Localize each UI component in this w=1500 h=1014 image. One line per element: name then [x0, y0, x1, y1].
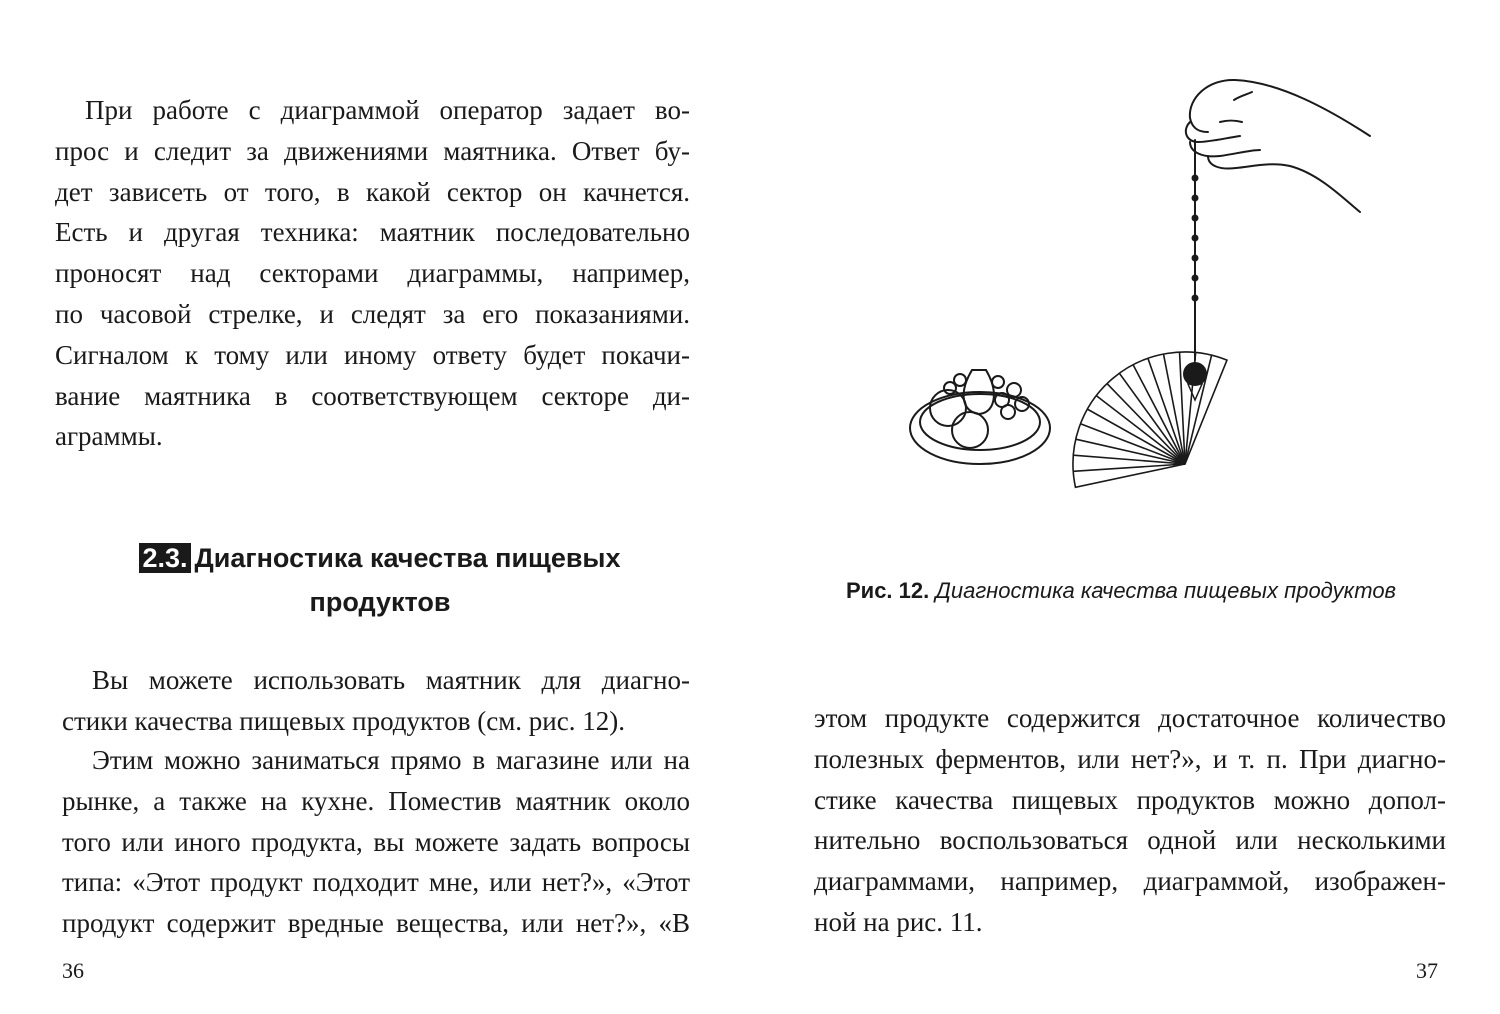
- text-line: стики качества пищевых продуктов (см. рис. 12).: [62, 705, 625, 736]
- figure-label: Рис. 12.: [846, 578, 930, 603]
- text-line: Есть и другая техника: маятник последовательно: [55, 217, 690, 248]
- sector-divider: [1148, 358, 1185, 464]
- section-heading: [120, 536, 640, 624]
- page-number-left: 36: [62, 958, 84, 983]
- section-number: 2.3.: [139, 543, 190, 573]
- right-page: [750, 0, 1500, 1014]
- section-title-line2: продуктов: [309, 587, 451, 617]
- text-line: вание маятника в соответствующем секторе ди-: [55, 380, 690, 411]
- figure-caption: [846, 578, 1396, 604]
- paragraph-continuation: [814, 698, 1446, 943]
- paragraph-diagram-work: [55, 90, 690, 457]
- fruit-plate: [910, 370, 1050, 464]
- text-line: прос и следит за движениями маятника. Ответ бу-: [55, 135, 690, 166]
- text-line: того или иного продукта, вы можете задать вопросы: [62, 826, 690, 857]
- text-line: аграммы.: [55, 421, 163, 452]
- text-line: ной на рис. 11.: [814, 906, 983, 937]
- text-line: по часовой стрелке, и следят за его показаниями.: [55, 298, 690, 329]
- text-line: дет зависеть от того, в какой сектор он качнется.: [55, 176, 690, 207]
- figure-title: Диагностика качества пищевых продуктов: [935, 578, 1397, 603]
- text-line: Вы можете использовать маятник для диагно-: [92, 665, 690, 695]
- text-line: Этим можно заниматься прямо в магазине или на: [92, 745, 690, 775]
- text-line: нительно воспользоваться одной или несколькими: [814, 825, 1446, 856]
- text-line: проносят над секторами диаграммы, например,: [55, 258, 690, 289]
- text-line: При работе с диаграммой оператор задает во-: [85, 95, 690, 125]
- text-line: рынке, а также на кухне. Поместив маятник около: [62, 785, 690, 816]
- text-line: продукт содержит вредные вещества, или нет?», «В: [62, 908, 690, 939]
- paragraph-usage: [62, 740, 690, 944]
- text-line: диаграммами, например, диаграммой, изображен-: [814, 866, 1446, 897]
- sector-divider: [1107, 384, 1185, 464]
- text-line: стике качества пищевых продуктов можно допол-: [814, 784, 1446, 815]
- sector-divider: [1119, 373, 1185, 464]
- text-line: полезных ферментов, или нет?», и т. п. При диагно-: [814, 743, 1446, 774]
- page-number-right: 37: [1416, 958, 1438, 983]
- text-line: типа: «Этот продукт подходит мне, или нет?», «Этот: [62, 867, 690, 898]
- pendulum-illustration: [890, 70, 1390, 540]
- text-line: Сигналом к тому или иному ответу будет покачи-: [55, 339, 690, 370]
- paragraph-food-diagnostics: [62, 660, 690, 742]
- section-title-line1: Диагностика качества пищевых: [194, 543, 621, 573]
- text-line: этом продукте содержится достаточное количество: [814, 703, 1446, 733]
